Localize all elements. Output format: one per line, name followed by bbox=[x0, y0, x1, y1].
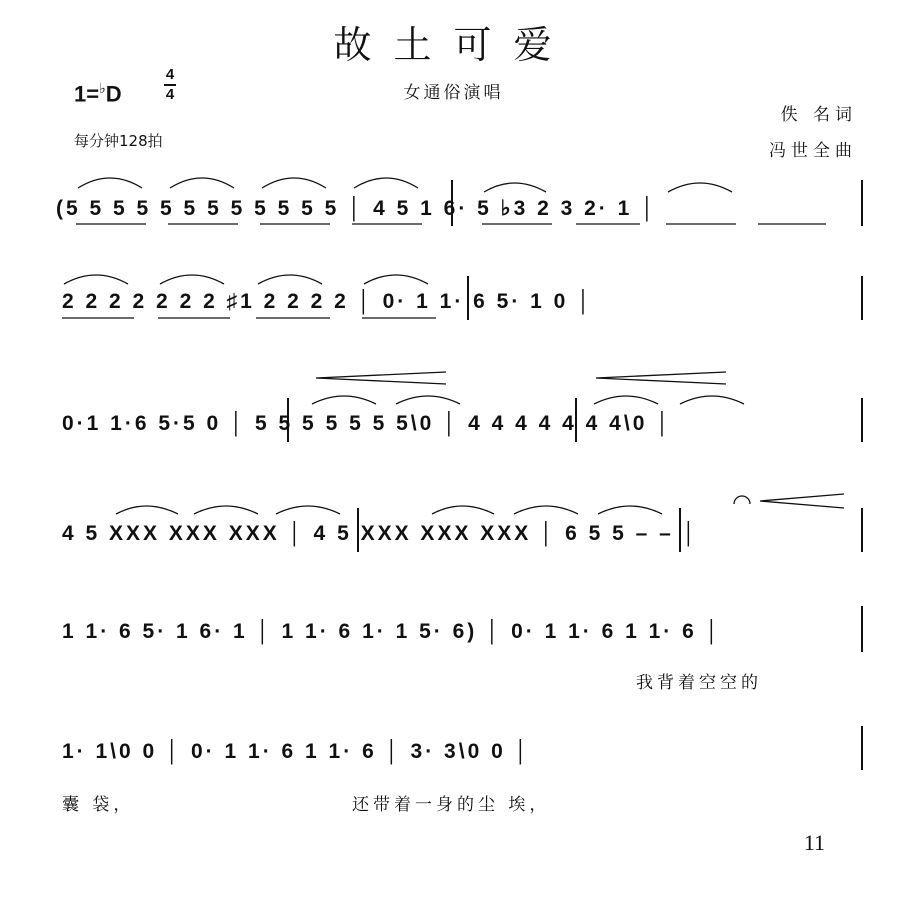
tempo-marking: 每分钟128拍 bbox=[74, 132, 163, 150]
song-title: 故土可爱 bbox=[333, 23, 574, 67]
score-line-2: 2 2 2 2 2 2 2 ♯1 2 2 2 2 │ 0· 1 1· 6 5· 1 0 │ bbox=[62, 290, 594, 313]
lyricist-credit: 佚 名词 bbox=[780, 105, 857, 125]
page-number: 11 bbox=[803, 830, 825, 855]
performer-note: 女通俗演唱 bbox=[403, 83, 504, 103]
score-line-6: 1· 1\0 0 │ 0· 1 1· 6 1 1· 6 │ 3· 3\0 0 │ bbox=[62, 740, 531, 763]
score-line-5: 1 1· 6 5· 1 6· 1 │ 1 1· 6 1· 1 5· 6) │ 0· 1 1· 6 1 1· 6 │ bbox=[62, 620, 722, 643]
score-line-1: (5 5 5 5 5 5 5 5 5 5 5 5 │ 4 5 1 6· 5 ♭3 2 3 2· 1 │ bbox=[56, 197, 658, 220]
lyrics-line-3: 还带着一身的尘 埃， bbox=[352, 795, 551, 815]
time-sig-top: 4 bbox=[165, 66, 175, 83]
flat-sign: ♭ bbox=[99, 80, 106, 96]
time-sig-bottom: 4 bbox=[165, 86, 175, 103]
score-line-4: 4 5 XXX XXX XXX │ 4 5 XXX XXX XXX │ 6 5 5 – – │ bbox=[62, 522, 699, 545]
lyrics-line-1: 我背着空空的 bbox=[636, 673, 762, 693]
score-line-3: 0·1 1·6 5·5 0 │ 5 5 5 5 5 5 5\0 │ 4 4 4 4 4 4 4\0 │ bbox=[62, 412, 673, 435]
composer-credit: 冯世全曲 bbox=[769, 141, 857, 161]
key-prefix: 1= bbox=[74, 81, 100, 107]
key-note: D bbox=[105, 81, 122, 107]
lyrics-line-2: 囊 袋， bbox=[62, 795, 135, 815]
